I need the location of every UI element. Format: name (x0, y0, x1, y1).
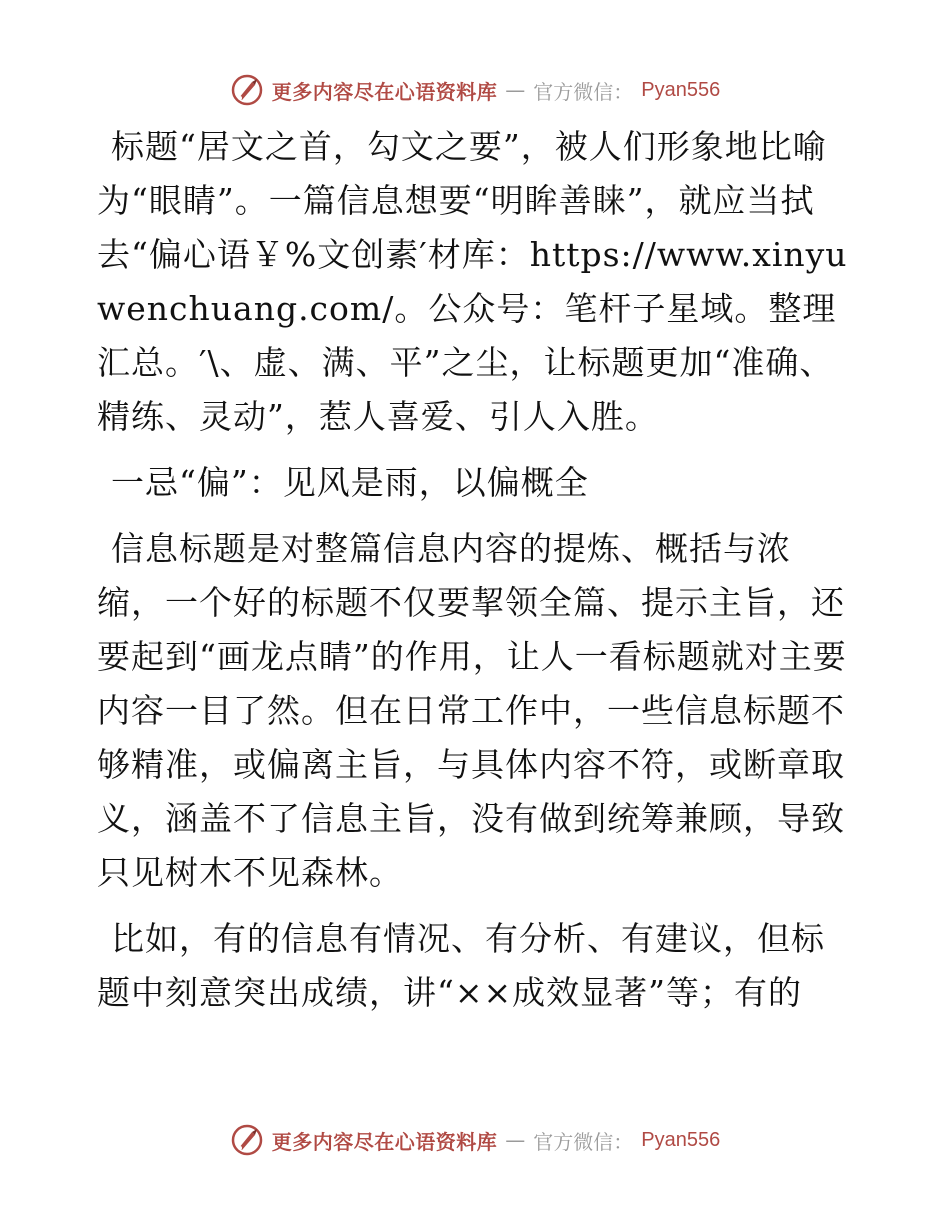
paragraph-example: 比如，有的信息有情况、有分析、有建议，但标题中刻意突出成绩，讲“××成效显著”等；有的 (97, 919, 825, 1012)
paragraph-body: 信息标题是对整篇信息内容的提炼、概括与浓缩，一个好的标题不仅要挈领全篇、提示主旨，还要起到“画龙点睛”的作用，让人一看标题就对主要内容一目了然。但在日常工作中，一些信息标题不够精准，或偏离主旨，与具体内容不符，或断章取义，涵盖不了信息主旨，没有做到统筹兼顾，导致只见树木不见森林。 (97, 529, 847, 892)
paragraph-intro: 标题“居文之首，勾文之要”，被人们形象地比喻为“眼睛”。一篇信息想要“明眸善睐”，就应当拭去“偏心语￥%文创素′材库：https://www.xinyuwenchuang.com/。公众号：笔杆子星域。整理汇总。′\、虚、满、平”之尘，让标题更加“准确、精练、灵动”，惹人喜爱、引人入胜。 (97, 127, 848, 436)
section-heading: 一忌“偏”：见风是雨，以偏概全 (111, 463, 589, 502)
watermark-separator: — (505, 78, 526, 102)
footer-watermark (0, 1120, 950, 1160)
watermark-separator: — (505, 1128, 526, 1152)
quill-logo-icon (230, 73, 264, 107)
watermark-site-text: 更多内容尽在心语资料库 (271, 79, 498, 104)
quill-logo-icon (230, 1123, 264, 1157)
watermark-wechat-label: 官方微信： (533, 1129, 634, 1154)
watermark-wechat-id: Pyan556 (641, 1128, 721, 1151)
header-watermark (0, 70, 950, 110)
watermark-wechat-id: Pyan556 (641, 78, 721, 101)
watermark-site-text: 更多内容尽在心语资料库 (271, 1129, 498, 1154)
watermark-wechat-label: 官方微信： (533, 79, 634, 104)
document-body (97, 120, 857, 1032)
